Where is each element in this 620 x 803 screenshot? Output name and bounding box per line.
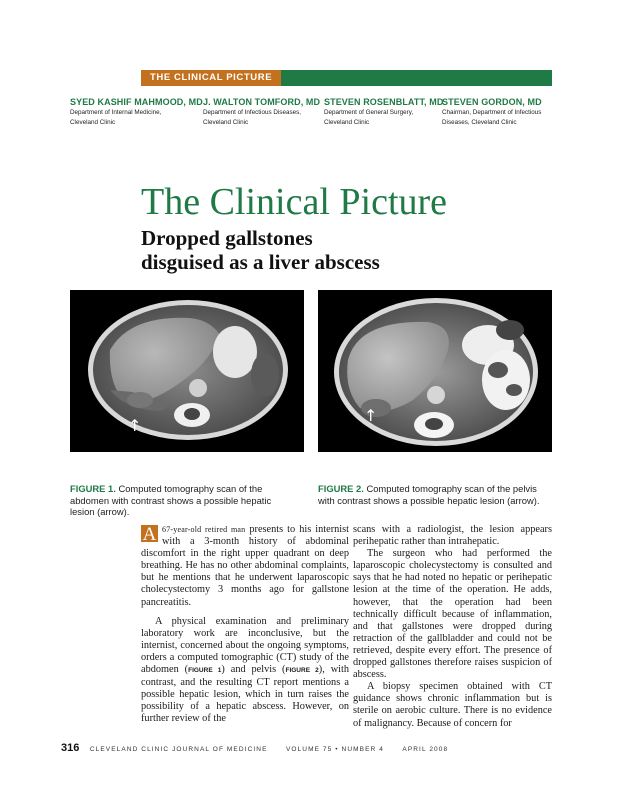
author-affiliation: Department of Internal Medicine,: [70, 109, 162, 116]
author-affiliation: Cleveland Clinic: [70, 119, 116, 126]
author-1: [70, 97, 203, 127]
body-paragraph: [141, 524, 349, 609]
ct-scan-graphic: [70, 290, 304, 452]
paragraph-text: A physical examination and preliminary laboratory work are inconclusive, but the internist, concerned about the ongoing symptoms, orders a computed tomographic (CT) study of the abdomen (: [141, 615, 349, 676]
page-number: 316: [61, 742, 80, 754]
author-name: STEVEN ROSENBLATT, MD: [324, 97, 444, 107]
body-column-left: [141, 524, 349, 726]
figure-label: FIGURE 2.: [318, 483, 364, 494]
arrow-marker-icon: ↑: [364, 406, 378, 425]
body-column-right: [353, 524, 552, 730]
paragraph-text: ) and pelvis (: [221, 664, 286, 676]
body-paragraph: scans with a radiologist, the lesion appears perihepatic rather than intrahepatic.: [353, 524, 552, 548]
author-3: [324, 97, 444, 127]
subtitle-line-2: disguised as a liver abscess: [141, 250, 380, 274]
journal-volume: VOLUME 75 • NUMBER 4: [285, 746, 384, 753]
figure-1-ct-image: [70, 290, 304, 452]
journal-name: CLEVELAND CLINIC JOURNAL OF MEDICINE: [89, 746, 268, 753]
body-paragraph: The surgeon who had performed the laparoscopic cholecystectomy is consulted and says that he had noted no hepatic or perihepatic lesion at the time of the operation. He adds, however, that the operation had been technically difficult because of inflammation, and that gallstones were dropped during retraction of the gallbladder and could not be retrieved, despite every effort. The presence of dropped gallstones therefore raises suspicion of abscess.: [353, 548, 552, 681]
ct-scan-graphic: [318, 290, 552, 452]
body-paragraph: [141, 616, 349, 726]
figure-1-caption: [70, 483, 290, 518]
author-affiliation: Department of Infectious Diseases,: [203, 109, 301, 116]
dropcap: A: [142, 524, 157, 545]
paragraph-text: presents to his internist with a 3-month history of abdominal discomfort in the right upper quadrant on deep breathing. He has no other abdominal complaints, but he mentions that he underwent laparoscopic cholecystectomy 3 months ago for gallstone pancreatitis.: [141, 524, 350, 608]
page-footer: [61, 738, 448, 756]
author-name: SYED KASHIF MAHMOOD, MD: [70, 97, 203, 107]
figure-2-caption: [318, 483, 552, 506]
figure-1-reference[interactable]: FIGURE 1: [188, 667, 222, 675]
author-affiliation: Cleveland Clinic: [203, 119, 249, 126]
author-affiliation: Cleveland Clinic: [324, 119, 370, 126]
author-4: [442, 97, 554, 127]
caption-text: Computed tomography scan of the abdomen with contrast shows a possible hepatic lesion (arrow).: [70, 483, 272, 517]
author-affiliation: Diseases, Cleveland Clinic: [442, 119, 517, 126]
author-name: J. WALTON TOMFORD, MD: [203, 97, 321, 107]
author-2: [203, 97, 319, 127]
author-name: STEVEN GORDON, MD: [442, 97, 542, 107]
paragraph-text: ), with contrast, and the resulting CT report mentions a possible hepatic lesion, which in turn raises the possibility of a hepatic abscess. However, on further review of the: [141, 664, 349, 725]
figure-2-reference[interactable]: FIGURE 2: [285, 667, 319, 675]
subtitle-line-1: Dropped gallstones: [141, 226, 313, 250]
author-affiliation: Department of General Surgery,: [324, 109, 414, 116]
article-title: The Clinical Picture: [141, 181, 448, 223]
author-affiliation: Chairman, Department of Infectious: [442, 109, 542, 116]
section-label: THE CLINICAL PICTURE: [141, 70, 281, 86]
figure-label: FIGURE 1.: [70, 483, 116, 494]
lead-in-smallcaps: 67-year-old retired man: [162, 525, 246, 534]
caption-text: Computed tomography scan of the pelvis with contrast shows a possible hepatic lesion (arrow).: [318, 483, 540, 506]
body-paragraph: A biopsy specimen obtained with CT guidance shows chronic inflammation but is sterile on aerobic culture. There is no evidence of malignancy. Because of concern for: [353, 681, 552, 729]
figure-2-ct-image: [318, 290, 552, 452]
arrow-marker-icon: ↑: [128, 416, 142, 435]
issue-date: APRIL 2008: [402, 746, 449, 753]
article-subtitle: [141, 226, 471, 274]
